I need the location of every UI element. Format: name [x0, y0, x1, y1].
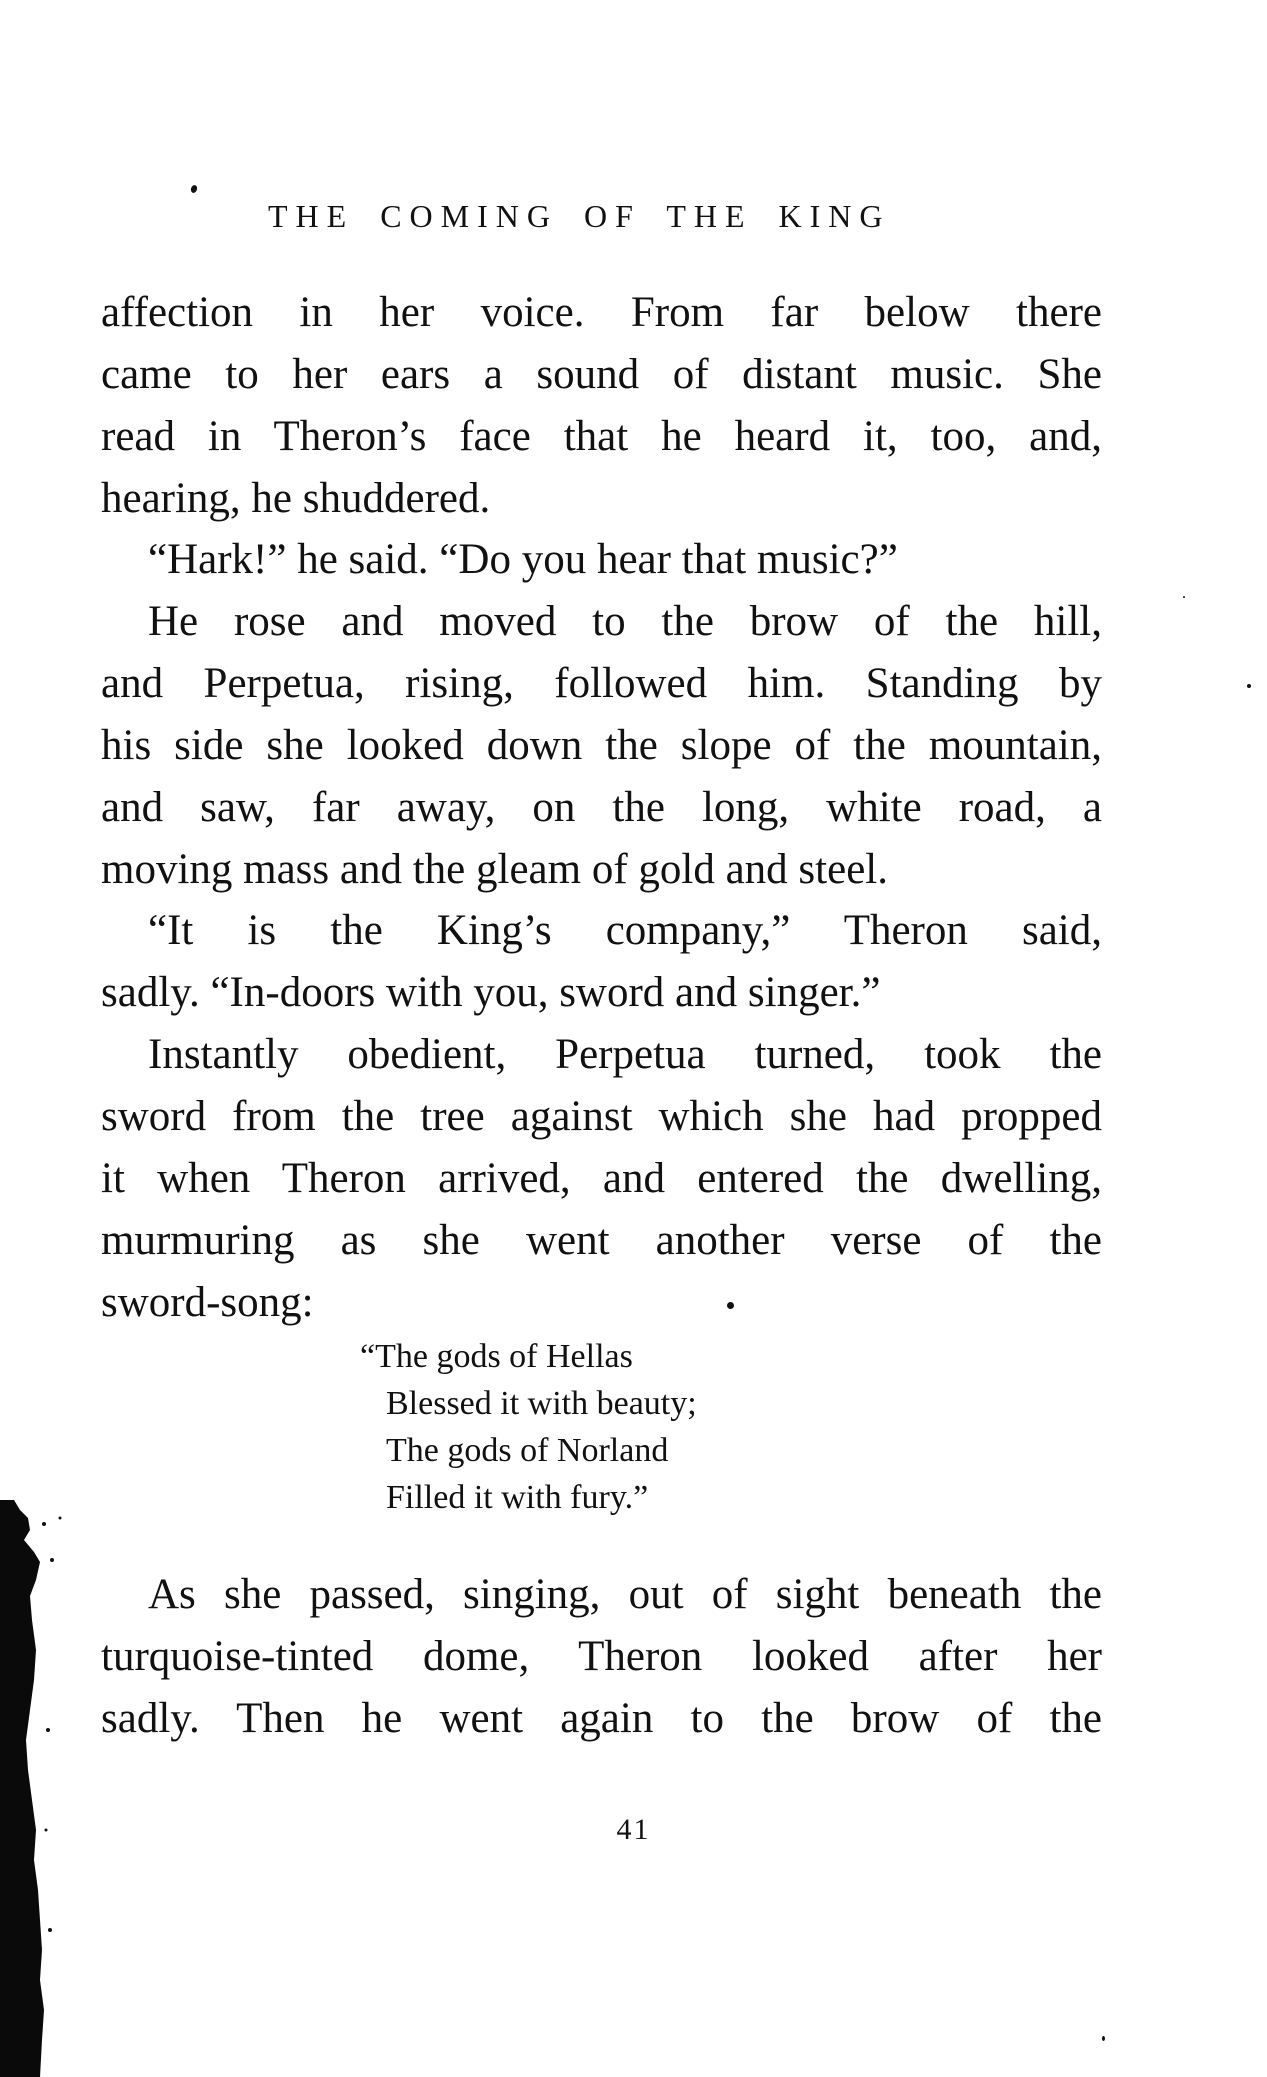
- text-line: moving mass and the gleam of gold and steel.: [101, 846, 888, 893]
- verse-line: The gods of Norland: [386, 1432, 669, 1469]
- text-line: hearing, he shuddered.: [101, 475, 491, 522]
- text-line: sadly. “In-doors with you, sword and singer.”: [101, 969, 881, 1016]
- verse-line: “The gods of Hellas: [360, 1338, 633, 1375]
- text-line: his side she looked down the slope of the mountain,: [101, 722, 1102, 769]
- text-line: sadly. Then he went again to the brow of the: [101, 1695, 1102, 1742]
- ink-speck: [190, 184, 198, 194]
- scan-edge-shadow: [0, 1500, 92, 2077]
- text-line: “It is the King’s company,” Theron said,: [148, 907, 1102, 954]
- text-line: and Perpetua, rising, followed him. Standing by: [101, 660, 1102, 707]
- stray-dot: [1102, 2036, 1105, 2041]
- stray-dot: [727, 1302, 734, 1309]
- page-number: 41: [616, 1813, 651, 1846]
- text-line: it when Theron arrived, and entered the dwelling,: [101, 1155, 1102, 1202]
- text-line: affection in her voice. From far below there: [101, 289, 1102, 336]
- verse-block: [360, 1333, 697, 1521]
- verse-line: Filled it with fury.”: [386, 1479, 649, 1516]
- text-line: came to her ears a sound of distant music. She: [101, 351, 1102, 398]
- text-line: Instantly obedient, Perpetua turned, took the: [148, 1031, 1102, 1078]
- stray-dot: [1183, 596, 1185, 598]
- text-line: turquoise-tinted dome, Theron looked after her: [101, 1633, 1102, 1680]
- text-line: sword-song:: [101, 1279, 314, 1326]
- running-head: THE COMING OF THE KING: [268, 198, 891, 234]
- text-line: As she passed, singing, out of sight beneath the: [148, 1571, 1102, 1618]
- verse-line: Blessed it with beauty;: [386, 1385, 697, 1422]
- text-line: sword from the tree against which she had propped: [101, 1093, 1102, 1140]
- text-line: and saw, far away, on the long, white road, a: [101, 784, 1102, 831]
- text-line: “Hark!” he said. “Do you hear that music?”: [148, 536, 898, 583]
- text-line: read in Theron’s face that he heard it, too, and,: [101, 413, 1102, 460]
- text-line: murmuring as she went another verse of the: [101, 1217, 1102, 1264]
- stray-dot: [1247, 684, 1251, 688]
- text-line: He rose and moved to the brow of the hill,: [148, 598, 1102, 645]
